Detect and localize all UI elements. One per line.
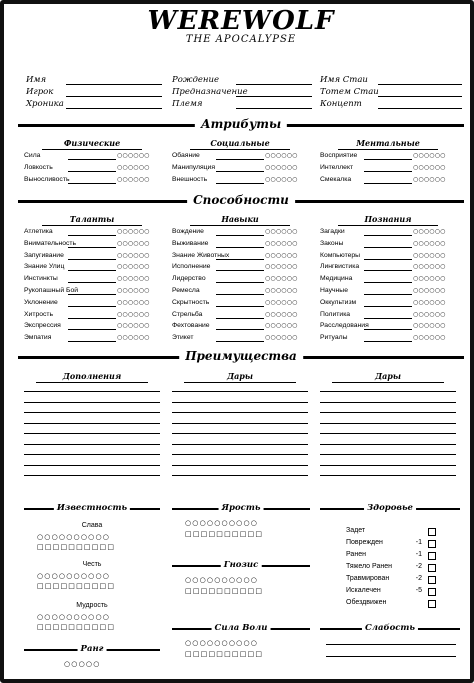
trait-line: [68, 159, 116, 160]
logo-subtitle: THE APOCALYPSE: [185, 34, 297, 45]
trait-label: Экспрессия: [24, 322, 61, 330]
trait-label: Фехтование: [172, 322, 210, 330]
info-label: Племя: [172, 99, 203, 109]
trait-line: [216, 294, 264, 295]
trait-dots[interactable]: ○○○○○○: [413, 152, 446, 159]
trait-label: Знание Улиц: [24, 263, 65, 271]
trait-dots[interactable]: ○○○○○○: [413, 251, 446, 259]
trait-line: [216, 306, 264, 307]
trait-label: Интеллект: [320, 164, 354, 171]
advantage-line[interactable]: [24, 402, 160, 403]
trait-label: Смекалка: [320, 176, 352, 183]
advantage-line[interactable]: [320, 423, 456, 424]
health-checkbox[interactable]: [428, 564, 436, 572]
info-label: Игрок: [26, 87, 54, 97]
renown-label: Мудрость: [76, 602, 108, 609]
trait-label: Эмпатия: [24, 334, 52, 342]
trait-line: [216, 341, 264, 342]
trait-line: [216, 171, 264, 172]
trait-label: Внимательность: [24, 239, 77, 247]
health-checkbox[interactable]: [428, 588, 436, 596]
trait-line: [68, 294, 116, 295]
trait-line: [364, 329, 412, 330]
trait-line: [68, 183, 116, 184]
trait-line: [216, 282, 264, 283]
info-field[interactable]: [236, 84, 312, 85]
trait-label: Манипуляция: [172, 164, 216, 171]
advantage-line[interactable]: [24, 444, 160, 445]
trait-line: [364, 159, 412, 160]
trait-dots[interactable]: ○○○○○○: [413, 334, 446, 342]
renown-boxes[interactable]: □□□□□□□□□□: [37, 582, 116, 590]
info-label: Концепт: [320, 99, 362, 109]
advantage-line[interactable]: [320, 475, 456, 476]
trait-label: Выносливость: [24, 176, 70, 183]
trait-label: Стрельба: [172, 310, 203, 318]
trait-dots[interactable]: ○○○○○○: [413, 164, 446, 171]
ability-column-heading: Навыки: [190, 214, 290, 226]
advantage-line[interactable]: [24, 454, 160, 455]
trait-label: Компьютеры: [320, 251, 361, 259]
trait-dots[interactable]: ○○○○○○: [265, 164, 298, 171]
trait-line: [68, 306, 116, 307]
ability-column-heading: Таланты: [42, 214, 142, 226]
health-checkbox[interactable]: [428, 576, 436, 584]
trait-line: [68, 235, 116, 236]
advantage-line[interactable]: [172, 475, 308, 476]
advantage-line[interactable]: [172, 402, 308, 403]
trait-line: [68, 341, 116, 342]
trait-label: Научные: [320, 287, 348, 294]
trait-label: Ловкость: [24, 164, 53, 171]
weakness-line[interactable]: [326, 644, 456, 645]
trait-label: Лидерство: [172, 275, 206, 283]
trait-dots[interactable]: ○○○○○○: [117, 176, 150, 183]
abilities-banner: [18, 193, 464, 209]
trait-dots[interactable]: ○○○○○○: [413, 310, 446, 318]
trait-dots[interactable]: ○○○○○○: [265, 298, 298, 306]
health-level-label: Поврежден: [346, 539, 383, 546]
health-checkbox[interactable]: [428, 540, 436, 548]
trait-label: Законы: [320, 239, 344, 247]
willpower-boxes[interactable]: □□□□□□□□□□: [185, 650, 264, 658]
trait-label: Запугивание: [24, 251, 64, 259]
trait-line: [364, 341, 412, 342]
health-level-label: Искалечен: [346, 587, 381, 594]
gnosis-title: Гнозис: [221, 560, 262, 570]
health-checkbox[interactable]: [428, 528, 436, 536]
trait-dots[interactable]: ○○○○○○: [265, 322, 298, 330]
advantage-line[interactable]: [320, 412, 456, 413]
advantage-line[interactable]: [320, 433, 456, 434]
trait-line: [216, 270, 264, 271]
health-level-label: Обездвижен: [346, 599, 387, 606]
advantage-heading: Дополнения: [36, 371, 148, 383]
renown-label: Честь: [82, 561, 102, 568]
trait-dots[interactable]: ○○○○○○: [265, 228, 298, 235]
gnosis-dots[interactable]: ○○○○○○○○○○: [185, 576, 259, 584]
trait-label: Рукопашный Бой: [24, 287, 79, 294]
health-penalty: -2: [415, 563, 422, 570]
health-level-label: Ранен: [346, 551, 366, 558]
advantage-line[interactable]: [172, 412, 308, 413]
info-label: Тотем Стаи: [320, 87, 379, 97]
health-checkbox[interactable]: [428, 552, 436, 560]
trait-label: Восприятие: [320, 152, 358, 159]
trait-line: [68, 247, 116, 248]
trait-line: [364, 282, 412, 283]
advantage-line[interactable]: [320, 402, 456, 403]
trait-label: Вождение: [172, 228, 204, 235]
trait-dots[interactable]: ○○○○○○: [413, 322, 446, 330]
trait-dots[interactable]: ○○○○○○: [413, 263, 446, 271]
attributes-title: Атрибуты: [195, 117, 287, 131]
trait-dots[interactable]: ○○○○○○: [117, 298, 150, 306]
trait-line: [364, 171, 412, 172]
rage-boxes[interactable]: □□□□□□□□□□: [185, 530, 264, 538]
advantage-line[interactable]: [172, 454, 308, 455]
trait-label: Скрытность: [172, 298, 210, 306]
trait-dots[interactable]: ○○○○○○: [265, 152, 298, 159]
trait-dots[interactable]: ○○○○○○: [117, 263, 150, 271]
rank-title: Ранг: [78, 644, 107, 654]
trait-line: [216, 247, 264, 248]
health-penalty: -1: [415, 551, 422, 558]
trait-dots[interactable]: ○○○○○○: [117, 164, 150, 171]
abilities-title: Способности: [187, 193, 295, 207]
advantage-line[interactable]: [24, 391, 160, 392]
trait-line: [68, 318, 116, 319]
info-field[interactable]: [66, 96, 162, 97]
renown-boxes[interactable]: □□□□□□□□□□: [37, 543, 116, 551]
trait-line: [364, 247, 412, 248]
renown-boxes[interactable]: □□□□□□□□□□: [37, 623, 116, 631]
trait-label: Хитрость: [24, 310, 54, 318]
attributes-banner: [18, 117, 464, 133]
renown-label: Слава: [81, 522, 103, 529]
health-level-label: Травмирован: [346, 575, 390, 582]
advantage-line[interactable]: [172, 391, 308, 392]
advantage-line[interactable]: [24, 433, 160, 434]
rage-title: Ярость: [219, 503, 264, 513]
info-label: Предназначение: [172, 87, 248, 97]
willpower-title: Сила Воли: [212, 623, 271, 633]
trait-label: Ремесла: [172, 287, 200, 294]
trait-dots[interactable]: ○○○○○○: [265, 275, 298, 283]
willpower-dots[interactable]: ○○○○○○○○○○: [185, 639, 259, 647]
trait-label: Медицина: [320, 275, 353, 283]
trait-dots[interactable]: ○○○○○○: [117, 287, 150, 294]
logo-title: WEREWOLF: [147, 6, 335, 36]
trait-dots[interactable]: ○○○○○○: [117, 334, 150, 342]
advantage-line[interactable]: [172, 465, 308, 466]
renown-dots[interactable]: ○○○○○○○○○○: [37, 613, 111, 621]
trait-label: Выживание: [172, 239, 209, 247]
info-field[interactable]: [236, 108, 312, 109]
trait-label: Исполнение: [172, 263, 211, 271]
info-field[interactable]: [378, 84, 462, 85]
info-label: Имя Стаи: [320, 75, 368, 85]
trait-label: Знание Животных: [172, 251, 230, 259]
info-field[interactable]: [378, 108, 462, 109]
weakness-line[interactable]: [326, 656, 456, 657]
info-label: Хроника: [26, 99, 64, 109]
trait-dots[interactable]: ○○○○○○: [265, 334, 298, 342]
trait-line: [364, 183, 412, 184]
trait-line: [68, 270, 116, 271]
trait-dots[interactable]: ○○○○○○: [413, 239, 446, 247]
gnosis-boxes[interactable]: □□□□□□□□□□: [185, 587, 264, 595]
advantage-line[interactable]: [320, 465, 456, 466]
weakness-title: Слабость: [362, 623, 418, 633]
health-penalty: -5: [415, 587, 422, 594]
trait-line: [216, 259, 264, 260]
advantage-line[interactable]: [24, 465, 160, 466]
advantage-line[interactable]: [320, 454, 456, 455]
trait-line: [216, 235, 264, 236]
advantage-line[interactable]: [320, 444, 456, 445]
trait-dots[interactable]: ○○○○○○: [413, 228, 446, 235]
trait-dots[interactable]: ○○○○○○: [117, 251, 150, 259]
info-label: Рождение: [172, 75, 220, 85]
advantage-line[interactable]: [24, 475, 160, 476]
info-field[interactable]: [66, 108, 162, 109]
trait-dots[interactable]: ○○○○○○: [265, 263, 298, 271]
info-field[interactable]: [378, 96, 462, 97]
advantage-line[interactable]: [24, 412, 160, 413]
trait-dots[interactable]: ○○○○○○: [413, 287, 446, 294]
trait-dots[interactable]: ○○○○○○: [265, 287, 298, 294]
trait-label: Сила: [24, 152, 41, 159]
health-penalty: -1: [415, 539, 422, 546]
trait-dots[interactable]: ○○○○○○: [117, 239, 150, 247]
health-title: Здоровье: [364, 503, 416, 513]
advantage-line[interactable]: [172, 423, 308, 424]
renown-dots[interactable]: ○○○○○○○○○○: [37, 572, 111, 580]
trait-line: [216, 159, 264, 160]
trait-dots[interactable]: ○○○○○○: [413, 298, 446, 306]
trait-dots[interactable]: ○○○○○○: [117, 152, 150, 159]
info-label: Имя: [26, 75, 47, 85]
advantages-title: Преимущества: [179, 349, 303, 363]
trait-label: Инстинкты: [24, 275, 58, 283]
advantage-line[interactable]: [172, 444, 308, 445]
trait-line: [68, 259, 116, 260]
health-level-label: Тяжело Ранен: [346, 563, 392, 570]
advantage-heading: Дары: [332, 371, 444, 383]
renown-dots[interactable]: ○○○○○○○○○○: [37, 533, 111, 541]
trait-dots[interactable]: ○○○○○○: [265, 176, 298, 183]
trait-label: Внешность: [172, 176, 208, 183]
advantage-line[interactable]: [172, 433, 308, 434]
trait-dots[interactable]: ○○○○○○: [265, 251, 298, 259]
advantage-line[interactable]: [24, 423, 160, 424]
trait-label: Ритуалы: [320, 334, 348, 342]
trait-dots[interactable]: ○○○○○○: [117, 275, 150, 283]
trait-line: [364, 259, 412, 260]
trait-label: Атлетика: [24, 228, 53, 235]
trait-dots[interactable]: ○○○○○○: [265, 310, 298, 318]
trait-line: [216, 318, 264, 319]
info-field[interactable]: [236, 96, 312, 97]
trait-dots[interactable]: ○○○○○○: [117, 322, 150, 330]
advantages-banner: [18, 349, 464, 365]
health-level-label: Задет: [346, 527, 366, 534]
rank-dots[interactable]: ○○○○○: [64, 660, 101, 668]
advantage-heading: Дары: [184, 371, 296, 383]
trait-dots[interactable]: ○○○○○○: [265, 239, 298, 247]
rage-dots[interactable]: ○○○○○○○○○○: [185, 519, 259, 527]
trait-label: Загадки: [320, 228, 345, 235]
trait-line: [364, 235, 412, 236]
health-penalty: -2: [415, 575, 422, 582]
trait-label: Уклонение: [24, 298, 58, 306]
trait-label: Политика: [320, 310, 351, 318]
trait-dots[interactable]: ○○○○○○: [413, 176, 446, 183]
renown-title: Известность: [54, 503, 130, 513]
trait-label: Лингвистика: [320, 263, 360, 271]
attribute-column-heading: Социальные: [190, 138, 290, 150]
ability-column-heading: Познания: [338, 214, 438, 226]
trait-dots[interactable]: ○○○○○○: [117, 228, 150, 235]
trait-dots[interactable]: ○○○○○○: [413, 275, 446, 283]
trait-dots[interactable]: ○○○○○○: [117, 310, 150, 318]
attribute-column-heading: Ментальные: [338, 138, 438, 150]
attribute-column-heading: Физические: [42, 138, 142, 150]
trait-label: Этикет: [172, 334, 194, 342]
health-checkbox[interactable]: [428, 600, 436, 608]
trait-line: [364, 294, 412, 295]
trait-line: [68, 282, 116, 283]
trait-line: [68, 329, 116, 330]
info-field[interactable]: [66, 84, 162, 85]
trait-label: Обаяние: [172, 152, 200, 159]
trait-line: [364, 270, 412, 271]
trait-line: [364, 306, 412, 307]
trait-line: [216, 329, 264, 330]
trait-label: Оккультизм: [320, 298, 357, 306]
trait-line: [364, 318, 412, 319]
advantage-line[interactable]: [320, 391, 456, 392]
trait-line: [216, 183, 264, 184]
trait-label: Расследования: [320, 322, 369, 330]
trait-line: [68, 171, 116, 172]
